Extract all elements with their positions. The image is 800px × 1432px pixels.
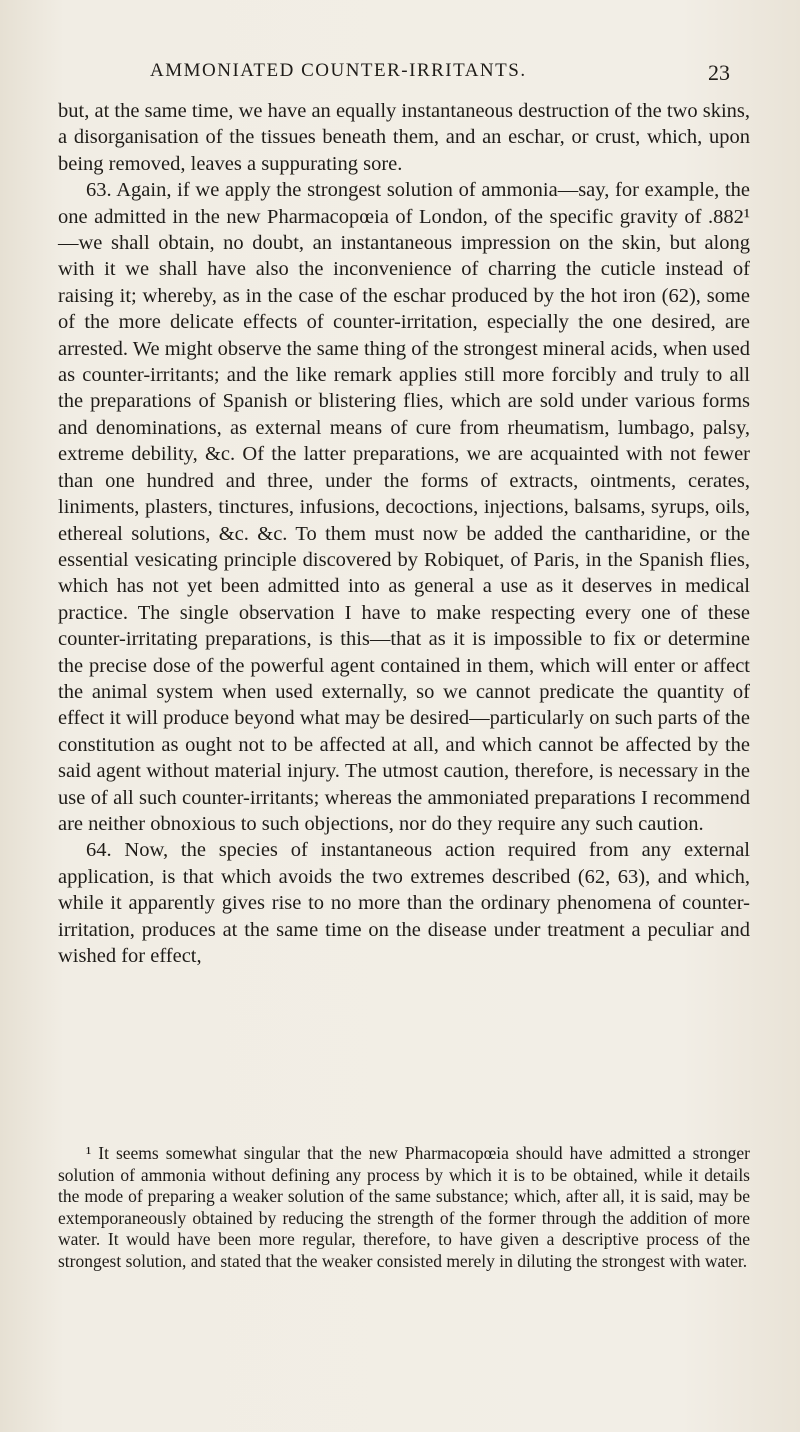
footnote [58,1143,750,1273]
paragraph-63: 63. Again, if we apply the strongest solution of ammonia—say, for example, the one admitted in the new Pharmacopœia of London, of the specific gravity of .882¹—we shall obtain, no doubt, an instantaneous impression on the skin, but along with it we shall have also the inconvenience of charring the cuticle instead of raising it; whereby, as in the case of the eschar produced by the hot iron (62), some of the more delicate effects of counter-irritation, especially the one desired, are arrested. We might observe the same thing of the strongest mineral acids, when used as counter-irritants; and the like remark applies still more forcibly and truly to all the preparations of Spanish or blistering flies, which are sold under various forms and denominations, as external means of cure from rheumatism, lumbago, palsy, extreme debility, &c. Of the latter preparations, we are acquainted with not fewer than one hundred and three, under the forms of extracts, ointments, cerates, liniments, plasters, tinctures, infusions, decoctions, injections, balsams, syrups, oils, ethereal solutions, &c. &c. To them must now be added the cantharidine, or the essential vesicating principle discovered by Robiquet, of Paris, in the Spanish flies, which has not yet been admitted into as general a use as it deserves in medical practice. The single observation I have to make respecting every one of these counter-irritating preparations, is this—that as it is impossible to fix or determine the precise dose of the powerful agent contained in them, which will enter or affect the animal system when used externally, so we cannot predicate the quantity of effect it will produce beyond what may be desired—particularly on such parts of the constitution as ought not to be affected at all, and which cannot be affected by the said agent without material injury. The utmost caution, therefore, is necessary in the use of all such counter-irritants; whereas the ammoniated preparations I recommend are neither obnoxious to such objections, nor do they require any such caution. [58,179,750,835]
page-number: 23 [708,60,730,85]
running-head: AMMONIATED COUNTER-IRRITANTS. [150,60,527,81]
footnote-text: ¹ It seems somewhat singular that the new Pharmacopœia should have admitted a stronger solution of ammonia without defining any process by which it is to be obtained, while it details the mode of preparing a weaker solution of the same substance; which, after all, it is said, may be extemporaneously obtained by reducing the strength of the former through the addition of more water. It would have been more regular, therefore, to have given a descriptive process of the strongest solution, and stated that the weaker consisted merely in diluting the strongest with water. [58,1143,750,1271]
paragraph-64: 64. Now, the species of instantaneous action required from any external application, is that which avoids the two extremes described (62, 63), and which, while it apparently gives rise to no more than the ordinary phenomena of counter-irritation, produces at the same time on the disease under treatment a peculiar and wished for effect, [58,839,750,967]
body-text [58,98,750,969]
page-header [150,60,730,88]
paragraph-continued: but, at the same time, we have an equally instantaneous destruction of the two skins, a disorganisation of the tissues beneath them, and an eschar, or crust, which, upon being removed, leaves a suppurating sore. [58,100,750,175]
